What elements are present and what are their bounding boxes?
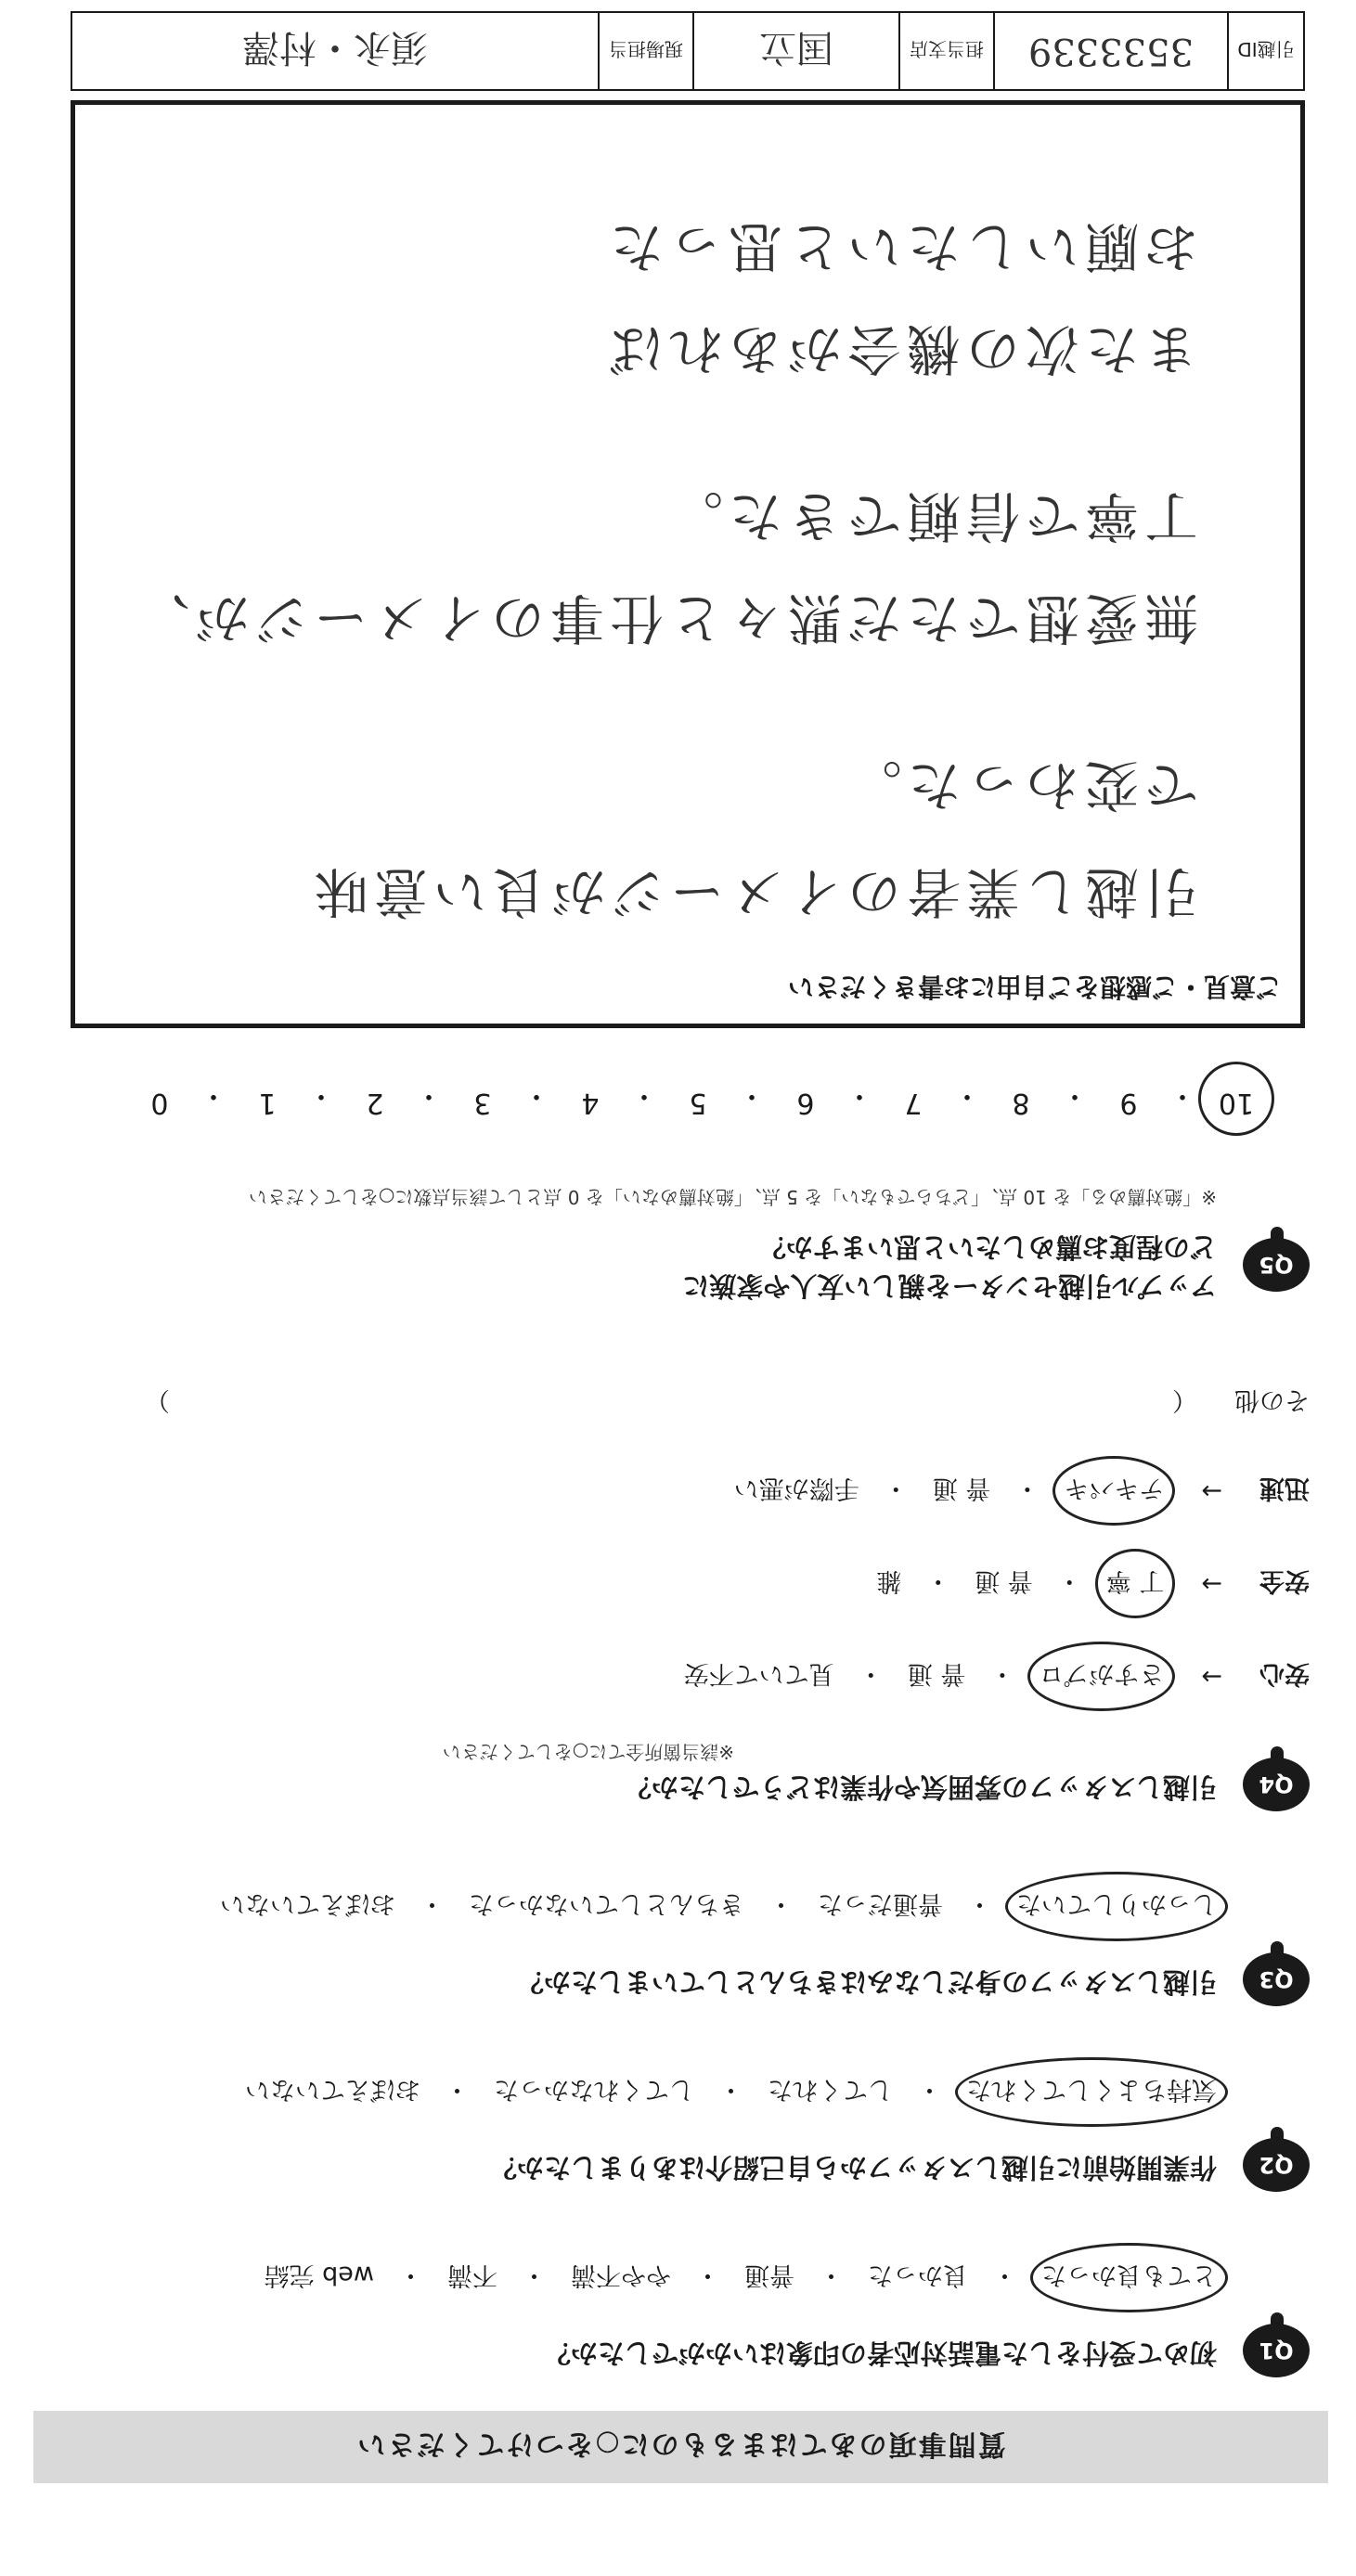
q5-note: ※「絶対薦める」を 10 点、「どちらでもない」を 5 点、「絶対薦めない」を 0 点として該当点数に○をしてください [248, 1186, 1217, 1208]
q5-text-line1: アップル引越センターを親しい友人や家族に [682, 1270, 1217, 1302]
q5-score-7[interactable]: 7 [904, 1087, 923, 1119]
q5-score-9[interactable]: 9 [1119, 1087, 1138, 1119]
comment-line-1: 引越し業者のイメージが良い意味 [308, 860, 1198, 923]
q4-row-1-option-3[interactable]: 見ていて不安 [683, 1659, 834, 1688]
q5-score-10[interactable]: 10 [1209, 1078, 1263, 1119]
q4-other-label: その他 [1234, 1385, 1310, 1414]
q5-score-2[interactable]: 2 [366, 1087, 384, 1119]
comment-line-3: 無愛想でただ黙々と仕事のイメージが、 [130, 586, 1198, 650]
q5-text-line2: どの程度お薦めしたいと思いますか？ [758, 1231, 1217, 1263]
period-value: 須永・村澤 [242, 26, 428, 70]
q1-option-4[interactable]: やや不満 [571, 2260, 671, 2289]
q4-row-2-option-1[interactable]: 丁 寧 [1106, 1565, 1165, 1602]
q3-option-2[interactable]: 普通だった [818, 1889, 943, 1918]
comment-box[interactable] [71, 100, 1305, 1028]
comment-title: ご意見・ご感想をご自由にお書きください [787, 972, 1282, 1002]
q1-option-6[interactable]: web 完結 [264, 2260, 374, 2289]
comment-line-4: 丁寧で信頼できた。 [663, 484, 1198, 547]
q5-badge: Q5 [1243, 1238, 1310, 1292]
q4-row-secure: 安全 → 丁 寧 ・ 普 通 ・ 雑 [876, 1565, 1310, 1602]
q2-options: 気持ちよくしてくれた ・ してくれた ・ してくれなかった ・ おぼえていない [245, 2074, 1217, 2110]
q2-option-1[interactable]: 気持ちよくしてくれた [966, 2074, 1217, 2110]
q4-row-speed: 迅速 → テキパキ ・ 普 通 ・ 手際が悪い [734, 1473, 1310, 1509]
q4-row-safety: 安心 → さすがプロ ・ 普 通 ・ 見ていて不安 [684, 1658, 1310, 1694]
q1-badge: Q1 [1243, 2324, 1310, 2377]
q4-badge: Q4 [1243, 1758, 1310, 1811]
q5-score-5[interactable]: 5 [689, 1087, 707, 1119]
q1-option-5[interactable]: 不満 [447, 2260, 497, 2289]
q5-score-6[interactable]: 6 [796, 1087, 815, 1119]
period-label: 現場担当 [598, 13, 692, 89]
q1-option-1[interactable]: とても良かった [1041, 2260, 1217, 2296]
q4-row-3-label: 迅速 [1259, 1474, 1310, 1502]
q4-row-3-arrow: → [1201, 1476, 1222, 1505]
q2-option-3[interactable]: してくれなかった [494, 2075, 694, 2104]
q3-text: 引越しスタッフの身だしなみはきちんとしていましたか？ [516, 1966, 1217, 1998]
q2-option-4[interactable]: おぼえていない [245, 2075, 420, 2104]
q4-row-3-option-1[interactable]: テキパキ [1064, 1473, 1164, 1509]
id-label: 引越ID [1227, 13, 1303, 89]
q5-score-0[interactable]: 0 [150, 1087, 169, 1119]
instruction-text: 質問事項のあてはまるものに○をつけてください [355, 2428, 1006, 2460]
q5-score-4[interactable]: 4 [581, 1087, 600, 1119]
q4-row-3-option-2[interactable]: 普 通 [932, 1474, 991, 1502]
comment-line-6: お願いしたいと思った [603, 215, 1198, 278]
q4-other-field[interactable] [170, 1389, 1172, 1417]
q5-score-3[interactable]: 3 [473, 1087, 492, 1119]
q4-note: ※該当箇所全てに○をしてください [442, 1741, 734, 1763]
id-strip [71, 11, 1305, 91]
q2-text: 作業開始前に引越しスタッフから自己紹介はありましたか？ [489, 2152, 1217, 2183]
q4-row-1-option-2[interactable]: 普 通 [907, 1659, 966, 1688]
q1-options: とても良かった ・ 良かった ・ 普通 ・ やや不満 ・ 不満 ・ web 完結 [265, 2260, 1217, 2296]
q4-row-3-option-3[interactable]: 手際が悪い [733, 1474, 859, 1502]
q1-text: 初めて受付をした電話対応者の印象はいかがでしたか？ [543, 2338, 1217, 2369]
comment-line-2: で変わった。 [842, 753, 1198, 817]
q4-text: 引越しスタッフの雰囲気や作業はどうでしたか？ [624, 1771, 1217, 1803]
q4-row-2-arrow: → [1201, 1569, 1222, 1598]
q4-row-1-label: 安心 [1259, 1659, 1310, 1688]
q3-option-4[interactable]: おぼえていない [220, 1889, 395, 1918]
q4-row-2-option-2[interactable]: 普 通 [975, 1566, 1033, 1595]
q4-row-1-arrow: → [1201, 1662, 1222, 1691]
q3-options: しっかりしていた ・ 普通だった ・ きちんとしていなかった ・ おぼえていない [220, 1888, 1217, 1925]
q5-score-8[interactable]: 8 [1012, 1087, 1030, 1119]
comment-line-5: また次の機会があれば [603, 317, 1198, 380]
instruction-bar [33, 2411, 1328, 2483]
q2-option-2[interactable]: してくれた [768, 2075, 893, 2104]
q4-row-2-label: 安全 [1259, 1566, 1310, 1595]
branch-value: 国立 [692, 13, 898, 89]
q4-other-row [66, 1385, 1310, 1421]
q3-option-3[interactable]: きちんとしていなかった [469, 1889, 744, 1918]
q5-scale: 10 ・ 9 ・ 8 ・ 7 ・ 6 ・ 5 ・ 4 ・ 3 ・ 2 ・ 1 ・ 0 [133, 1078, 1263, 1119]
q3-badge: Q3 [1243, 1952, 1310, 2006]
q1-option-3[interactable]: 普通 [744, 2260, 794, 2289]
branch-label: 担当支店 [898, 13, 993, 89]
q4-other-close: ） [145, 1385, 170, 1414]
q4-other-open: （ [1172, 1385, 1197, 1414]
q1-option-2[interactable]: 良かった [868, 2260, 968, 2289]
q4-row-1-option-1[interactable]: さすがプロ [1039, 1658, 1164, 1694]
id-value: 3533339 [993, 13, 1227, 89]
q3-option-1[interactable]: しっかりしていた [1016, 1888, 1217, 1925]
q4-row-2-option-3[interactable]: 雑 [876, 1566, 902, 1595]
q2-badge: Q2 [1243, 2138, 1310, 2192]
q5-score-1[interactable]: 1 [258, 1087, 277, 1119]
